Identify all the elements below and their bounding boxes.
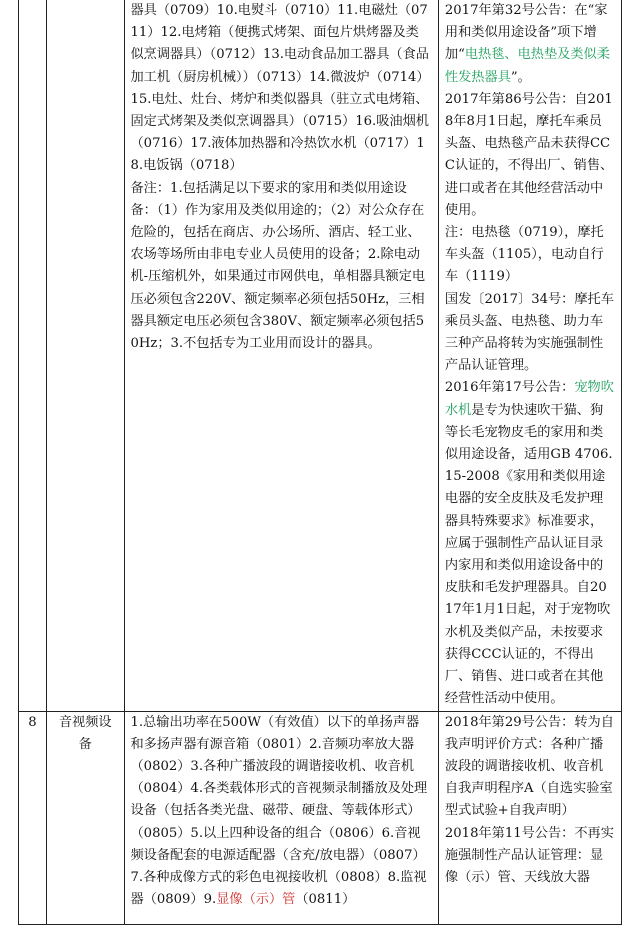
product-list	[131, 712, 432, 912]
row-number-cell	[19, 0, 47, 711]
announcement-2018-11: 2018年第11号公告：不再实施强制性产品认证管理：显像（示）管、天线放大器	[444, 825, 614, 885]
announcement-text: 2016年第17号公告：	[444, 380, 575, 396]
highlighted-text: 电热毯、电热垫及类似柔性发热器具	[444, 47, 610, 85]
notes-cell	[438, 711, 621, 924]
state-council-notice: 国发〔2017〕34号：摩托车乘员头盔、电热毯、助力车三种产品将转为实施强制性产品认证管理。	[444, 291, 614, 374]
product-code-note: 注：电热毯（0719），摩托车头盔（1105），电动自行车（1119）	[444, 225, 604, 285]
announcement-2017-86: 2017年第86号公告：自2018年8月1日起，摩托车乘员头盔、电热毯产品未获得CCC认证的，不得出厂、销售、进口或者在其他经营活动中使用。	[444, 91, 614, 218]
notes-cell	[438, 0, 621, 711]
announcement-text: 是专为快速吹干猫、狗等长毛宠物皮毛的家用和类似用途设备，适用GB 4706.15-2008《家用和类似用途电器的安全皮肤及毛发护理器具特殊要求》标准要求，应属于强制性产品认证目录内家用和类似用途设备中的皮肤和毛发护理器具。自2017年1月1日起，对于宠物吹水机及类似产品，未按要求获得CCC认证的，不得出厂、销售、进口或者在其他经营性活动中使用。	[444, 402, 613, 707]
row-number-cell	[19, 711, 47, 924]
highlighted-text: 宠物吹水机	[444, 380, 614, 418]
remarks: 备注：1.包括满足以下要求的家用和类似用途设备：（1）作为家用及类似用途的；（2）对公众存在危险的，包括在商店、办公场所、酒店、轻工业、农场等场所由非电专业人员使用的设备；2.除电动机-压缩机外，如果通过市网供电，单相器具额定电压必须包含220V、额定频率必须包括50Hz，三相器具额定电压必须包含380V、额定频率必须包括50Hz；3.不包括专为工业用而设计的器具。	[130, 180, 426, 352]
row-number: 8	[28, 714, 37, 730]
announcement-2017-32	[445, 0, 615, 89]
table-row	[19, 711, 622, 924]
product-text: （0811）	[295, 892, 356, 908]
category-cell	[46, 711, 124, 924]
category-name: 音视频设备	[58, 714, 112, 752]
products-cell	[124, 711, 438, 924]
product-text: 1.总输出功率在500W（有效值）以下的单扬声器和多扬声器有源音箱（0801）2.音频功率放大器（0802）3.各种广播波段的调谐接收机、收音机（0804）4.各类载体形式的音视频录制播放及处理设备（包括各类光盘、磁带、硬盘、等载体形式）（0805）5.以上四种设备的组合（0806）6.音视频设备配套的电源适配器（含充/放电器）（0807）7.各种成像方式的彩色电视接收机（0808）8.监视器（0809）9.	[130, 714, 428, 908]
products-cell	[124, 0, 438, 711]
announcement-text: ”。	[510, 69, 531, 85]
announcement-text: 2017年第32号公告：在“家用和类似用途设备”项下增加“	[444, 3, 608, 63]
category-cell	[46, 0, 124, 711]
regulation-table	[18, 0, 622, 925]
announcement-2018-29: 2018年第29号公告：转为自我声明评价方式：各种广播波段的调谐接收机、收音机 自我声明程序A（自选实验室型式试验+自我声明）	[444, 714, 617, 819]
announcement-2016-17	[445, 377, 615, 710]
table-row	[19, 0, 622, 711]
product-list: 器具（0709）10.电熨斗（0710）11.电磁灶（0711）12.电烤箱（便携式烤架、面包片烘烤器及类似烹调器具）（0712）13.电动食品加工器具（食品加工机（厨房机械））（0713）14.微波炉（0714）15.电灶、灶台、烤炉和类似器具（驻立式电烤箱、固定式烤架及类似烹调器具）（0715）16.吸油烟机（0716）17.液体加热器和冷热饮水机（0717）18.电饭锅（0718）	[130, 3, 430, 174]
highlighted-text: 显像（示）管	[216, 892, 296, 908]
